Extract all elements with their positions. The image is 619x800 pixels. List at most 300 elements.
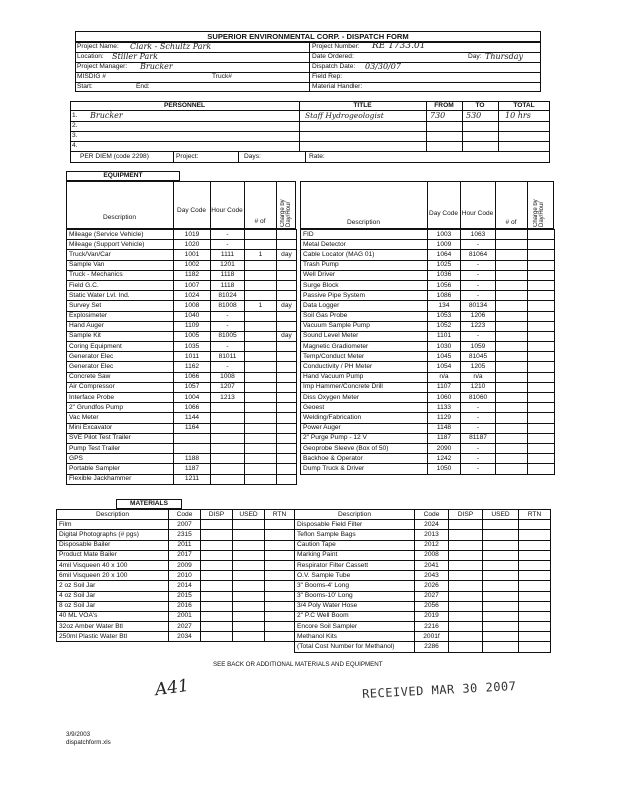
mat-left-header: DISP [201, 510, 233, 520]
equip-left-num-field[interactable] [245, 372, 277, 382]
mat-left-rtn-field[interactable] [265, 601, 295, 611]
equip-right-num-field[interactable] [496, 270, 528, 280]
equip-left-num-field[interactable] [245, 403, 277, 413]
equip-right-hour-code: - [461, 291, 496, 301]
equip-left-charge-field[interactable] [277, 413, 297, 423]
equip-right-charge-field[interactable] [528, 382, 555, 392]
equip-left-charge-field[interactable] [277, 403, 297, 413]
mat-right-rtn-field[interactable] [519, 581, 551, 591]
mat-left-disp-field[interactable] [201, 591, 233, 601]
equip-left-charge-field[interactable] [277, 423, 297, 433]
mat-right-rtn-field[interactable] [519, 571, 551, 581]
equip-left-num-field[interactable] [245, 280, 277, 290]
equip-left-charge-field[interactable] [277, 433, 297, 443]
equip-left-desc: SVE Pilot Test Trailer [67, 433, 174, 443]
mat-left-rtn-field[interactable] [265, 571, 295, 581]
mat-left-used-field[interactable] [233, 591, 265, 601]
equip-right-charge-field[interactable] [528, 342, 555, 352]
equip-right-charge-field[interactable] [528, 433, 555, 443]
table-row [301, 443, 555, 453]
mat-right-used-field[interactable] [483, 581, 519, 591]
mat-left-used-field[interactable] [233, 530, 265, 540]
mat-left-desc: 8 oz Soil Jar [57, 601, 169, 611]
mat-right-used-field[interactable] [483, 550, 519, 560]
mat-left-code: 2014 [169, 581, 201, 591]
personnel-row-1-title[interactable]: Staff Hydrogeologist [305, 111, 384, 120]
equip-left-num-field[interactable] [245, 230, 277, 240]
table-row [67, 382, 297, 392]
equip-left-charge-field[interactable] [277, 270, 297, 280]
table-row [67, 393, 297, 403]
equip-left-desc: Truck - Mechanics [67, 270, 174, 280]
equip-left-day-code: 1164 [174, 423, 211, 433]
table-row [57, 571, 295, 581]
project-name-value[interactable]: Clark - Schultz Park [130, 42, 212, 51]
equip-left-desc: Generator Elec [67, 362, 174, 372]
equip-right-charge-field[interactable] [528, 393, 555, 403]
equip-left-day-code: 1011 [174, 352, 211, 362]
table-row [57, 550, 295, 560]
personnel-row-2-num: 2. [72, 122, 78, 129]
equipment-title-box [66, 171, 180, 181]
equip-right-charge-header: Charge by Day/Hour [533, 199, 545, 227]
materials-title: MATERIALS [130, 500, 168, 507]
table-row [295, 622, 551, 632]
equip-right-num-field[interactable] [496, 443, 528, 453]
equip-left-desc: Field G.C. [67, 280, 174, 290]
equip-left-day-code: 1144 [174, 413, 211, 423]
equip-right-charge-field[interactable] [528, 403, 555, 413]
equip-right-hour-code: - [461, 403, 496, 413]
file-name: dispatchform.xls [66, 739, 111, 746]
equip-left-num-field[interactable] [245, 240, 277, 250]
equip-left-charge-field[interactable] [277, 230, 297, 240]
equip-left-num-field[interactable] [245, 260, 277, 270]
personnel-row-1-total[interactable]: 10 hrs [505, 111, 531, 120]
table-row [67, 433, 297, 443]
equip-left-desc: Coring Equipment [67, 342, 174, 352]
equip-right-charge-field[interactable] [528, 464, 555, 474]
equip-left-charge-field[interactable] [277, 454, 297, 464]
equip-left-num-field[interactable] [245, 382, 277, 392]
equip-left-desc: Survey Set [67, 301, 174, 311]
equip-right-desc: Power Auger [301, 423, 428, 433]
personnel-row-1-to[interactable]: 530 [466, 111, 482, 120]
mat-right-used-field[interactable] [483, 540, 519, 550]
mat-left-disp-field[interactable] [201, 611, 233, 621]
mat-right-disp-field[interactable] [449, 601, 483, 611]
equip-left-charge-field[interactable] [277, 382, 297, 392]
equip-left-hour-code: - [211, 342, 245, 352]
days-label: Days: [244, 153, 261, 160]
mat-right-disp-field[interactable] [449, 622, 483, 632]
mat-left-rtn-field[interactable] [265, 520, 295, 530]
equip-right-num-field[interactable] [496, 230, 528, 240]
equip-right-desc: Geoprobe Sleeve (Box of 50) [301, 443, 428, 453]
mat-right-used-field[interactable] [483, 611, 519, 621]
equip-left-desc: Generator Elec [67, 352, 174, 362]
mat-left-rtn-field[interactable] [265, 560, 295, 570]
equip-left-charge-field[interactable] [277, 260, 297, 270]
table-row [57, 540, 295, 550]
mat-right-rtn-field[interactable] [519, 611, 551, 621]
mat-left-disp-field[interactable] [201, 560, 233, 570]
equip-left-charge-field[interactable] [277, 464, 297, 474]
mat-right-desc: 3" Booms-10' Long [295, 591, 415, 601]
equip-right-num-field[interactable] [496, 352, 528, 362]
equip-right-charge-field[interactable] [528, 321, 555, 331]
equip-right-desc: 2" Purge Pump - 12 V [301, 433, 428, 443]
equip-right-desc: Conductivity / PH Meter [301, 362, 428, 372]
equip-left-day-code: 1188 [174, 454, 211, 464]
mat-right-disp-field[interactable] [449, 560, 483, 570]
mat-right-disp-field[interactable] [449, 520, 483, 530]
equip-right-desc: Trash Pump [301, 260, 428, 270]
table-row [301, 321, 555, 331]
equip-left-num-field[interactable] [245, 321, 277, 331]
equip-left-num-field[interactable] [245, 454, 277, 464]
mat-left-used-field[interactable] [233, 611, 265, 621]
mat-right-rtn-field[interactable] [519, 520, 551, 530]
mat-right-rtn-field[interactable] [519, 540, 551, 550]
mat-left-disp-field[interactable] [201, 550, 233, 560]
mat-right-used-field[interactable] [483, 622, 519, 632]
table-row [67, 291, 297, 301]
mat-right-disp-field[interactable] [449, 571, 483, 581]
equip-left-charge-field[interactable] [277, 342, 297, 352]
mat-left-used-field[interactable] [233, 601, 265, 611]
equip-right-desc: Well Driver [301, 270, 428, 280]
equip-left-desc: Mileage (Service Vehicle) [67, 230, 174, 240]
equip-right-day-code: 1060 [428, 393, 461, 403]
mat-right-rtn-field[interactable] [519, 642, 551, 652]
equip-right-num-field[interactable] [496, 331, 528, 341]
equip-right-day-code: 1242 [428, 454, 461, 464]
equip-right-num-field[interactable] [496, 372, 528, 382]
mat-left-rtn-field[interactable] [265, 540, 295, 550]
mat-right-used-field[interactable] [483, 530, 519, 540]
equip-right-desc: Hand Vacuum Pump [301, 372, 428, 382]
table-row [67, 240, 297, 250]
mat-left-disp-field[interactable] [201, 622, 233, 632]
equip-left-num-field[interactable] [245, 352, 277, 362]
equip-right-num-field[interactable] [496, 403, 528, 413]
equip-right-charge-field[interactable] [528, 454, 555, 464]
mat-right-used-field[interactable] [483, 642, 519, 652]
mat-left-used-field[interactable] [233, 520, 265, 530]
equip-left-hour-code: 1118 [211, 280, 245, 290]
day-value[interactable]: Thursday [485, 52, 523, 61]
equip-left-hour-code [211, 474, 245, 484]
table-row [67, 331, 297, 341]
equip-right-hour-code: 1223 [461, 321, 496, 331]
table-row [301, 240, 555, 250]
mat-left-rtn-field[interactable] [265, 632, 295, 642]
mat-right-desc: Encore Soil Sampler [295, 622, 415, 632]
equip-right-charge-field[interactable] [528, 270, 555, 280]
equip-left-hour-code [211, 403, 245, 413]
equip-right-charge-field[interactable] [528, 301, 555, 311]
equip-left-charge-field[interactable]: day [277, 331, 297, 341]
mat-right-rtn-field[interactable] [519, 591, 551, 601]
equip-left-charge-field[interactable] [277, 321, 297, 331]
equip-right-num-field[interactable] [496, 301, 528, 311]
equip-left-charge-field[interactable] [277, 280, 297, 290]
mat-left-used-field[interactable] [233, 622, 265, 632]
mat-left-disp-field[interactable] [201, 520, 233, 530]
mat-right-disp-field[interactable] [449, 611, 483, 621]
table-row [67, 362, 297, 372]
mat-left-used-field[interactable] [233, 540, 265, 550]
equip-left-charge-field[interactable] [277, 372, 297, 382]
mat-left-used-field[interactable] [233, 632, 265, 642]
equip-right-hour-code: 81060 [461, 393, 496, 403]
equip-left-num-field[interactable] [245, 433, 277, 443]
equip-right-charge-field[interactable] [528, 230, 555, 240]
table-row [57, 611, 295, 621]
table-row [301, 454, 555, 464]
equip-left-charge-field[interactable] [277, 291, 297, 301]
form-title-bar [75, 31, 541, 42]
mat-right-used-field[interactable] [483, 520, 519, 530]
table-row [301, 270, 555, 280]
equip-left-charge-field[interactable]: day [277, 301, 297, 311]
table-row [67, 372, 297, 382]
equip-right-charge-field[interactable] [528, 331, 555, 341]
equip-right-charge-field[interactable] [528, 413, 555, 423]
mat-left-rtn-field[interactable] [265, 591, 295, 601]
equip-left-day-code: 1019 [174, 230, 211, 240]
equip-right-num-field[interactable] [496, 413, 528, 423]
equip-left-num-field[interactable] [245, 311, 277, 321]
equip-right-charge-field[interactable] [528, 311, 555, 321]
equip-right-charge-field[interactable] [528, 372, 555, 382]
equip-right-num-field[interactable] [496, 311, 528, 321]
equip-left-day-code: 1001 [174, 250, 211, 260]
equip-right-desc: Sound Level Meter [301, 331, 428, 341]
mat-right-rtn-field[interactable] [519, 622, 551, 632]
mat-right-disp-field[interactable] [449, 642, 483, 652]
equip-left-charge-field[interactable] [277, 362, 297, 372]
mat-right-used-field[interactable] [483, 560, 519, 570]
equip-right-num-field[interactable] [496, 454, 528, 464]
mat-right-used-field[interactable] [483, 571, 519, 581]
mat-left-rtn-field[interactable] [265, 581, 295, 591]
mat-left-rtn-field[interactable] [265, 611, 295, 621]
mat-left-code: 2017 [169, 550, 201, 560]
equip-right-num-field[interactable] [496, 382, 528, 392]
equip-right-desc: Geoest [301, 403, 428, 413]
equip-left-charge-field[interactable] [277, 352, 297, 362]
project-number-value[interactable]: RE 1733.01 [372, 41, 426, 51]
equip-left-num-field[interactable] [245, 464, 277, 474]
equip-right-num-field[interactable] [496, 393, 528, 403]
equip-right-num-field[interactable] [496, 362, 528, 372]
mat-right-used-field[interactable] [483, 591, 519, 601]
equip-left-num-field[interactable] [245, 474, 277, 484]
equip-left-desc: Flexible Jackhammer [67, 474, 174, 484]
equip-right-num-field[interactable] [496, 260, 528, 270]
mat-left-rtn-field[interactable] [265, 530, 295, 540]
equip-left-hour-code: 1111 [211, 250, 245, 260]
equip-left-num-field[interactable] [245, 443, 277, 453]
mat-right-used-field[interactable] [483, 632, 519, 642]
equip-left-hour-code: 81011 [211, 352, 245, 362]
mat-left-desc: 250ml Plastic Water Btl [57, 632, 169, 642]
equip-right-charge-field[interactable] [528, 362, 555, 372]
mat-left-used-field[interactable] [233, 571, 265, 581]
equip-right-num-field[interactable] [496, 240, 528, 250]
mat-left-disp-field[interactable] [201, 571, 233, 581]
equip-left-num-field[interactable] [245, 270, 277, 280]
mat-left-used-field[interactable] [233, 581, 265, 591]
equip-right-num-field[interactable] [496, 321, 528, 331]
mat-left-used-field[interactable] [233, 550, 265, 560]
mat-left-rtn-field[interactable] [265, 550, 295, 560]
equip-left-day-code: 1002 [174, 260, 211, 270]
equip-left-day-code: 1211 [174, 474, 211, 484]
mat-right-disp-field[interactable] [449, 530, 483, 540]
equip-left-desc: Sample Van [67, 260, 174, 270]
mat-right-desc: Disposable Field Filter [295, 520, 415, 530]
mat-left-rtn-field[interactable] [265, 622, 295, 632]
mat-right-header: Description [295, 510, 415, 520]
equip-right-day-code: 1101 [428, 331, 461, 341]
project-manager-value[interactable]: Brucker [140, 62, 173, 71]
mat-left-disp-field[interactable] [201, 581, 233, 591]
equip-right-num-field[interactable] [496, 280, 528, 290]
equip-right-charge-field[interactable] [528, 280, 555, 290]
location-value[interactable]: Stiller Park [112, 52, 158, 61]
mat-right-code: 2001f [415, 632, 449, 642]
mat-right-used-field[interactable] [483, 601, 519, 611]
table-row [57, 520, 295, 530]
mat-right-rtn-field[interactable] [519, 632, 551, 642]
equip-right-charge-field[interactable] [528, 291, 555, 301]
equip-right-day-code: 1107 [428, 382, 461, 392]
equip-left-day-code: 1162 [174, 362, 211, 372]
table-row [301, 342, 555, 352]
equip-right-charge-field[interactable] [528, 352, 555, 362]
mat-left-disp-field[interactable] [201, 632, 233, 642]
equip-left-num-field[interactable] [245, 423, 277, 433]
mat-right-desc: Caution Tape [295, 540, 415, 550]
form-title: SUPERIOR ENVIRONMENTAL CORP. - DISPATCH FORM [207, 32, 409, 41]
equip-right-num-field[interactable] [496, 464, 528, 474]
table-row [67, 250, 297, 260]
mat-right-rtn-field[interactable] [519, 530, 551, 540]
equip-right-day-code: 2090 [428, 443, 461, 453]
mat-right-disp-field[interactable] [449, 632, 483, 642]
equip-right-charge-field[interactable] [528, 250, 555, 260]
mat-left-disp-field[interactable] [201, 530, 233, 540]
table-row [295, 571, 551, 581]
equip-left-num-field[interactable] [245, 342, 277, 352]
equip-left-num-field[interactable] [245, 362, 277, 372]
equip-left-day-code: 1066 [174, 403, 211, 413]
equip-left-charge-field[interactable] [277, 311, 297, 321]
equip-right-day-code: 1045 [428, 352, 461, 362]
mat-right-disp-field[interactable] [449, 550, 483, 560]
mat-right-disp-field[interactable] [449, 581, 483, 591]
equip-left-charge-field[interactable] [277, 443, 297, 453]
table-row [301, 393, 555, 403]
mat-left-code: 2009 [169, 560, 201, 570]
equip-left-num-field[interactable]: 1 [245, 301, 277, 311]
table-row [301, 331, 555, 341]
mat-right-rtn-field[interactable] [519, 560, 551, 570]
equip-left-num-field[interactable] [245, 413, 277, 423]
personnel-row-1-num: 1. [72, 112, 78, 119]
equip-left-num-field[interactable]: 1 [245, 250, 277, 260]
equip-left-charge-field[interactable] [277, 240, 297, 250]
mat-left-disp-field[interactable] [201, 540, 233, 550]
equip-right-charge-field[interactable] [528, 240, 555, 250]
table-row [67, 464, 297, 474]
equip-left-num-header: # of [254, 218, 266, 225]
mat-right-desc: Respirator Filter Cassett [295, 560, 415, 570]
equip-right-num-field[interactable] [496, 291, 528, 301]
equip-right-num-field[interactable] [496, 433, 528, 443]
mat-right-rtn-field[interactable] [519, 601, 551, 611]
equip-left-desc: Concrete Saw [67, 372, 174, 382]
table-row [57, 591, 295, 601]
equip-right-num-field[interactable] [496, 423, 528, 433]
equip-left-num-field[interactable] [245, 291, 277, 301]
mat-right-rtn-field[interactable] [519, 550, 551, 560]
dispatch-date-value[interactable]: 03/30/07 [365, 62, 401, 71]
equip-left-num-field[interactable] [245, 331, 277, 341]
equip-right-day-code: 1064 [428, 250, 461, 260]
equip-right-charge-field[interactable] [528, 423, 555, 433]
equip-right-num-field[interactable] [496, 250, 528, 260]
materials-footer-note: SEE BACK OR ADDITIONAL MATERIALS AND EQUIPMENT [213, 661, 383, 668]
equip-right-desc: Soil Gas Probe [301, 311, 428, 321]
personnel-row-1-name[interactable]: Brucker [90, 111, 123, 120]
equip-right-charge-field[interactable] [528, 443, 555, 453]
equip-right-day-code: 1025 [428, 260, 461, 270]
equip-left-charge-field[interactable]: day [277, 250, 297, 260]
equip-left-charge-field[interactable] [277, 393, 297, 403]
mat-right-disp-field[interactable] [449, 540, 483, 550]
mat-right-code: 2216 [415, 622, 449, 632]
equip-right-day-code: 1054 [428, 362, 461, 372]
personnel-row-1-from[interactable]: 730 [430, 111, 446, 120]
mat-right-disp-field[interactable] [449, 591, 483, 601]
equip-right-hour-code: 81064 [461, 250, 496, 260]
mat-left-disp-field[interactable] [201, 601, 233, 611]
equip-right-hour-code: - [461, 270, 496, 280]
equip-right-desc: Imp Hammer/Concrete Drill [301, 382, 428, 392]
equip-right-hour-code: - [461, 423, 496, 433]
equip-right-num-field[interactable] [496, 342, 528, 352]
table-row [67, 443, 297, 453]
equip-left-desc: Air Compressor [67, 382, 174, 392]
mat-left-code: 2010 [169, 571, 201, 581]
table-header-row [57, 510, 295, 520]
equip-right-charge-field[interactable] [528, 260, 555, 270]
table-row [295, 642, 551, 652]
equip-left-num-field[interactable] [245, 393, 277, 403]
equip-left-hour-code: 81024 [211, 291, 245, 301]
table-row [67, 321, 297, 331]
equip-left-hour-code [211, 443, 245, 453]
project-number-label: Project Number: [312, 43, 360, 50]
equip-left-hour-code [211, 454, 245, 464]
project-label: Project: [176, 153, 199, 160]
equip-left-charge-field[interactable] [277, 474, 297, 484]
mat-left-used-field[interactable] [233, 560, 265, 570]
